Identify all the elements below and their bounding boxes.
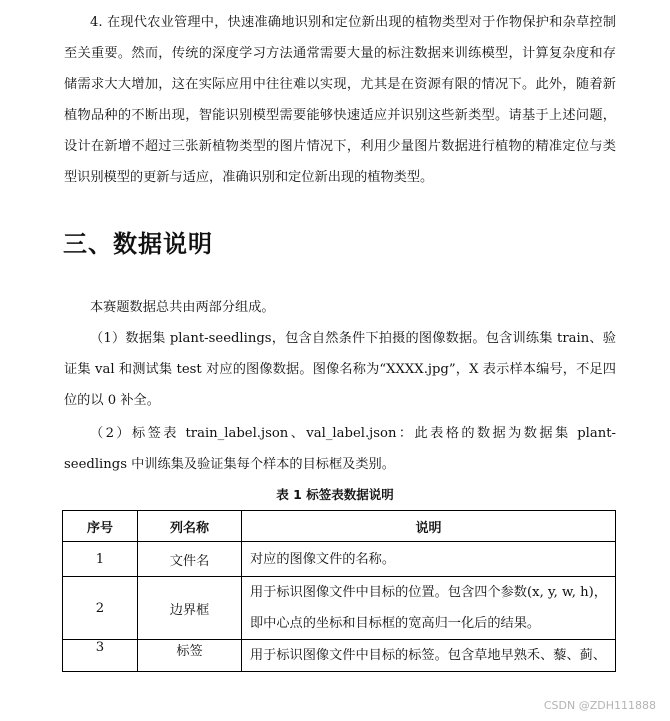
row-description: 用于标识图像文件中目标的位置。包含四个参数(x, y, w, h)，即中心点的坐标和目标框的宽高归一化后的结果。 (242, 577, 616, 640)
row-column-name: 文件名 (138, 542, 242, 577)
dataset-description-paragraph: （1）数据集 plant-seedlings，包含自然条件下拍摄的图像数据。包含训练集 train、验证集 val 和测试集 test 对应的图像数据。图像名称为“XXXX.jpg”，X 表示样本编号，不足四位的以 0 补全。 (64, 331, 616, 408)
label-spec-table (62, 510, 616, 672)
table-caption: 表 1 标签表数据说明 (276, 487, 394, 502)
row-index: 1 (63, 542, 138, 577)
row-index: 3 (63, 640, 138, 672)
header-index: 序号 (63, 511, 138, 542)
header-column-name: 列名称 (138, 511, 242, 542)
table-header-row (63, 511, 616, 542)
row-description: 用于标识图像文件中目标的标签。包含草地早熟禾、藜、蓟、 (242, 640, 616, 672)
section-heading: 三、数据说明 (63, 230, 213, 258)
header-description: 说明 (242, 511, 616, 542)
table-row (63, 640, 616, 672)
label-table-description-paragraph: （2）标签表 train_label.json、val_label.json：此表格的数据为数据集 plant-seedlings 中训练集及验证集每个样本的目标框及类别。 (64, 426, 616, 472)
row-description: 对应的图像文件的名称。 (242, 542, 616, 577)
section-4-paragraph: 4. 在现代农业管理中，快速准确地识别和定位新出现的植物类型对于作物保护和杂草控制至关重要。然而，传统的深度学习方法通常需要大量的标注数据来训练模型，计算复杂度和存储需求大大增加，这在实际应用中往往难以实现，尤其是在资源有限的情况下。此外，随着新植物品种的不断出现，智能识别模型需要能够快速适应并识别这些新类型。请基于上述问题，设计在新增不超过三张新植物类型的图片情况下，利用少量图片数据进行植物的精准定位与类型识别模型的更新与适应，准确识别和定位新出现的植物类型。 (64, 15, 616, 185)
row-column-name: 边界框 (138, 577, 242, 640)
csdn-watermark: CSDN @ZDH111888 (543, 699, 656, 712)
row-index: 2 (63, 577, 138, 640)
table-row (63, 542, 616, 577)
row-column-name: 标签 (138, 640, 242, 672)
table-row (63, 577, 616, 640)
data-intro-paragraph: 本赛题数据总共由两部分组成。 (90, 300, 275, 315)
